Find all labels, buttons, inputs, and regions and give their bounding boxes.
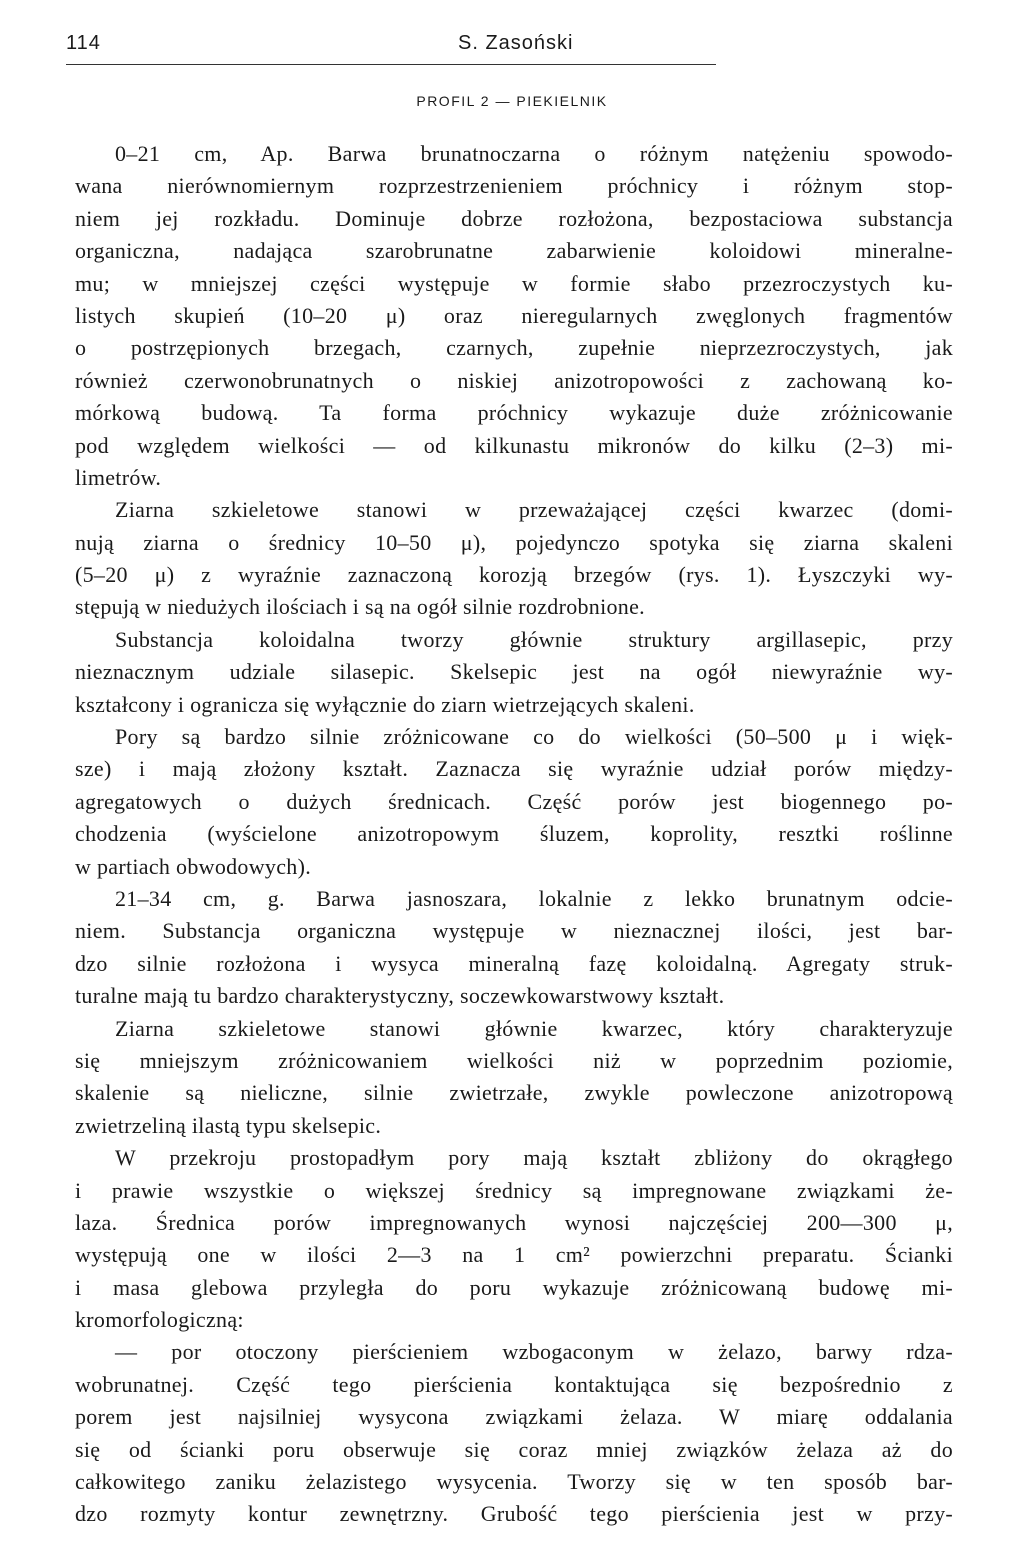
header-rule	[66, 64, 716, 65]
text-line: Substancja koloidalna tworzy głównie struktury argillasepic, przy	[115, 626, 953, 652]
text-line: Ziarna szkieletowe stanowi w przeważającej części kwarzec (domi-	[115, 497, 953, 523]
running-head: S. Zasoński	[458, 32, 574, 54]
text-line: zwietrzeliną ilastą typu skelsepic.	[75, 1112, 382, 1138]
text-line: się od ścianki poru obserwuje się coraz mniej związków żelaza aż do	[75, 1436, 953, 1462]
text-line: kształcony i ogranicza się wyłącznie do ziarn wietrzejących skaleni.	[75, 691, 695, 717]
text-line: (5–20 μ) z wyraźnie zaznaczoną korozją brzegów (rys. 1). Łyszczyki wy-	[75, 562, 953, 588]
text-line: porem jest najsilniej wysycona związkami żelaza. W miarę oddalania	[75, 1404, 953, 1430]
text-line: turalne mają tu bardzo charakterystyczny, soczewkowarstwowy kształt.	[75, 983, 725, 1009]
text-line: stępują w niedużych ilościach i są na ogół silnie rozdrobnione.	[75, 594, 645, 620]
text-line: wana nierównomiernym rozprzestrzenieniem próchnicy i różnym stop-	[75, 173, 953, 199]
page-header	[66, 28, 716, 64]
text-line: organiczna, nadająca szarobrunatne zabarwienie koloidowi mineralne-	[75, 238, 953, 264]
text-line: — por otoczony pierścieniem wzbogaconym w żelazo, barwy rdza-	[115, 1339, 953, 1365]
text-line: skalenie są nieliczne, silnie zwietrzałe, zwykle powleczone anizotropową	[75, 1080, 953, 1106]
page-number: 114	[66, 32, 101, 54]
text-line: nieznacznym udziale silasepic. Skelsepic jest na ogół niewyraźnie wy-	[75, 659, 953, 685]
text-line: nują ziarna o średnicy 10–50 μ), pojedynczo spotyka się ziarna skaleni	[75, 529, 953, 555]
text-line: laza. Średnica porów impregnowanych wynosi najczęściej 200—300 μ,	[75, 1209, 953, 1235]
text-line: kromorfologiczną:	[75, 1307, 244, 1333]
text-line: pod względem wielkości — od kilkunastu mikronów do kilku (2–3) mi-	[75, 432, 953, 458]
text-line: Pory są bardzo silnie zróżnicowane co do wielkości (50–500 μ i więk-	[115, 724, 953, 750]
text-line: niem jej rozkładu. Dominuje dobrze rozłożona, bezpostaciowa substancja	[75, 205, 953, 231]
text-line: i prawie wszystkie o większej średnicy są impregnowane związkami że-	[75, 1177, 953, 1203]
text-line: mórkową budową. Ta forma próchnicy wykazuje duże zróżnicowanie	[75, 400, 953, 426]
text-line: występują one w ilości 2—3 na 1 cm² powierzchni preparatu. Ścianki	[75, 1242, 953, 1268]
text-line: i masa glebowa przyległa do poru wykazuje zróżnicowaną budowę mi-	[75, 1274, 953, 1300]
text-line: o postrzępionych brzegach, czarnych, zupełnie nieprzezroczystych, jak	[75, 335, 953, 361]
text-line: agregatowych o dużych średnicach. Część porów jest biogennego po-	[75, 788, 953, 814]
text-line: chodzenia (wyścielone anizotropowym śluzem, koprolity, resztki roślinne	[75, 821, 953, 847]
text-line: W przekroju prostopadłym pory mają kształt zbliżony do okrągłego	[115, 1145, 953, 1171]
text-line: w partiach obwodowych).	[75, 853, 311, 879]
body-text	[75, 138, 953, 1531]
text-line: całkowitego zaniku żelazistego wysycenia. Tworzy się w ten sposób bar-	[75, 1469, 953, 1495]
text-line: listych skupień (10–20 μ) oraz nieregularnych zwęglonych fragmentów	[75, 302, 953, 328]
text-line: również czerwonobrunatnych o niskiej anizotropowości z zachowaną ko-	[75, 367, 953, 393]
text-line: 21–34 cm, g. Barwa jasnoszara, lokalnie z lekko brunatnym odcie-	[115, 885, 953, 911]
section-title: PROFIL 2 — PIEKIELNIK	[416, 93, 608, 109]
text-line: niem. Substancja organiczna występuje w nieznacznej ilości, jest bar-	[75, 918, 953, 944]
text-line: Ziarna szkieletowe stanowi głównie kwarzec, który charakteryzuje	[115, 1015, 953, 1041]
text-line: się mniejszym zróżnicowaniem wielkości niż w poprzednim poziomie,	[75, 1047, 953, 1073]
text-line: dzo silnie rozłożona i wysyca mineralną fazę koloidalną. Agregaty struk-	[75, 950, 953, 976]
text-line: limetrów.	[75, 464, 162, 490]
text-line: wobrunatnej. Część tego pierścienia kontaktująca się bezpośrednio z	[75, 1371, 953, 1397]
text-line: dzo rozmyty kontur zewnętrzny. Grubość tego pierścienia jest w przy-	[75, 1501, 953, 1527]
text-line: sze) i mają złożony kształt. Zaznacza się wyraźnie udział porów między-	[75, 756, 953, 782]
text-line: 0–21 cm, Ap. Barwa brunatnoczarna o różnym natężeniu spowodo-	[115, 141, 953, 166]
text-line: mu; w mniejszej części występuje w formie słabo przezroczystych ku-	[75, 270, 953, 296]
